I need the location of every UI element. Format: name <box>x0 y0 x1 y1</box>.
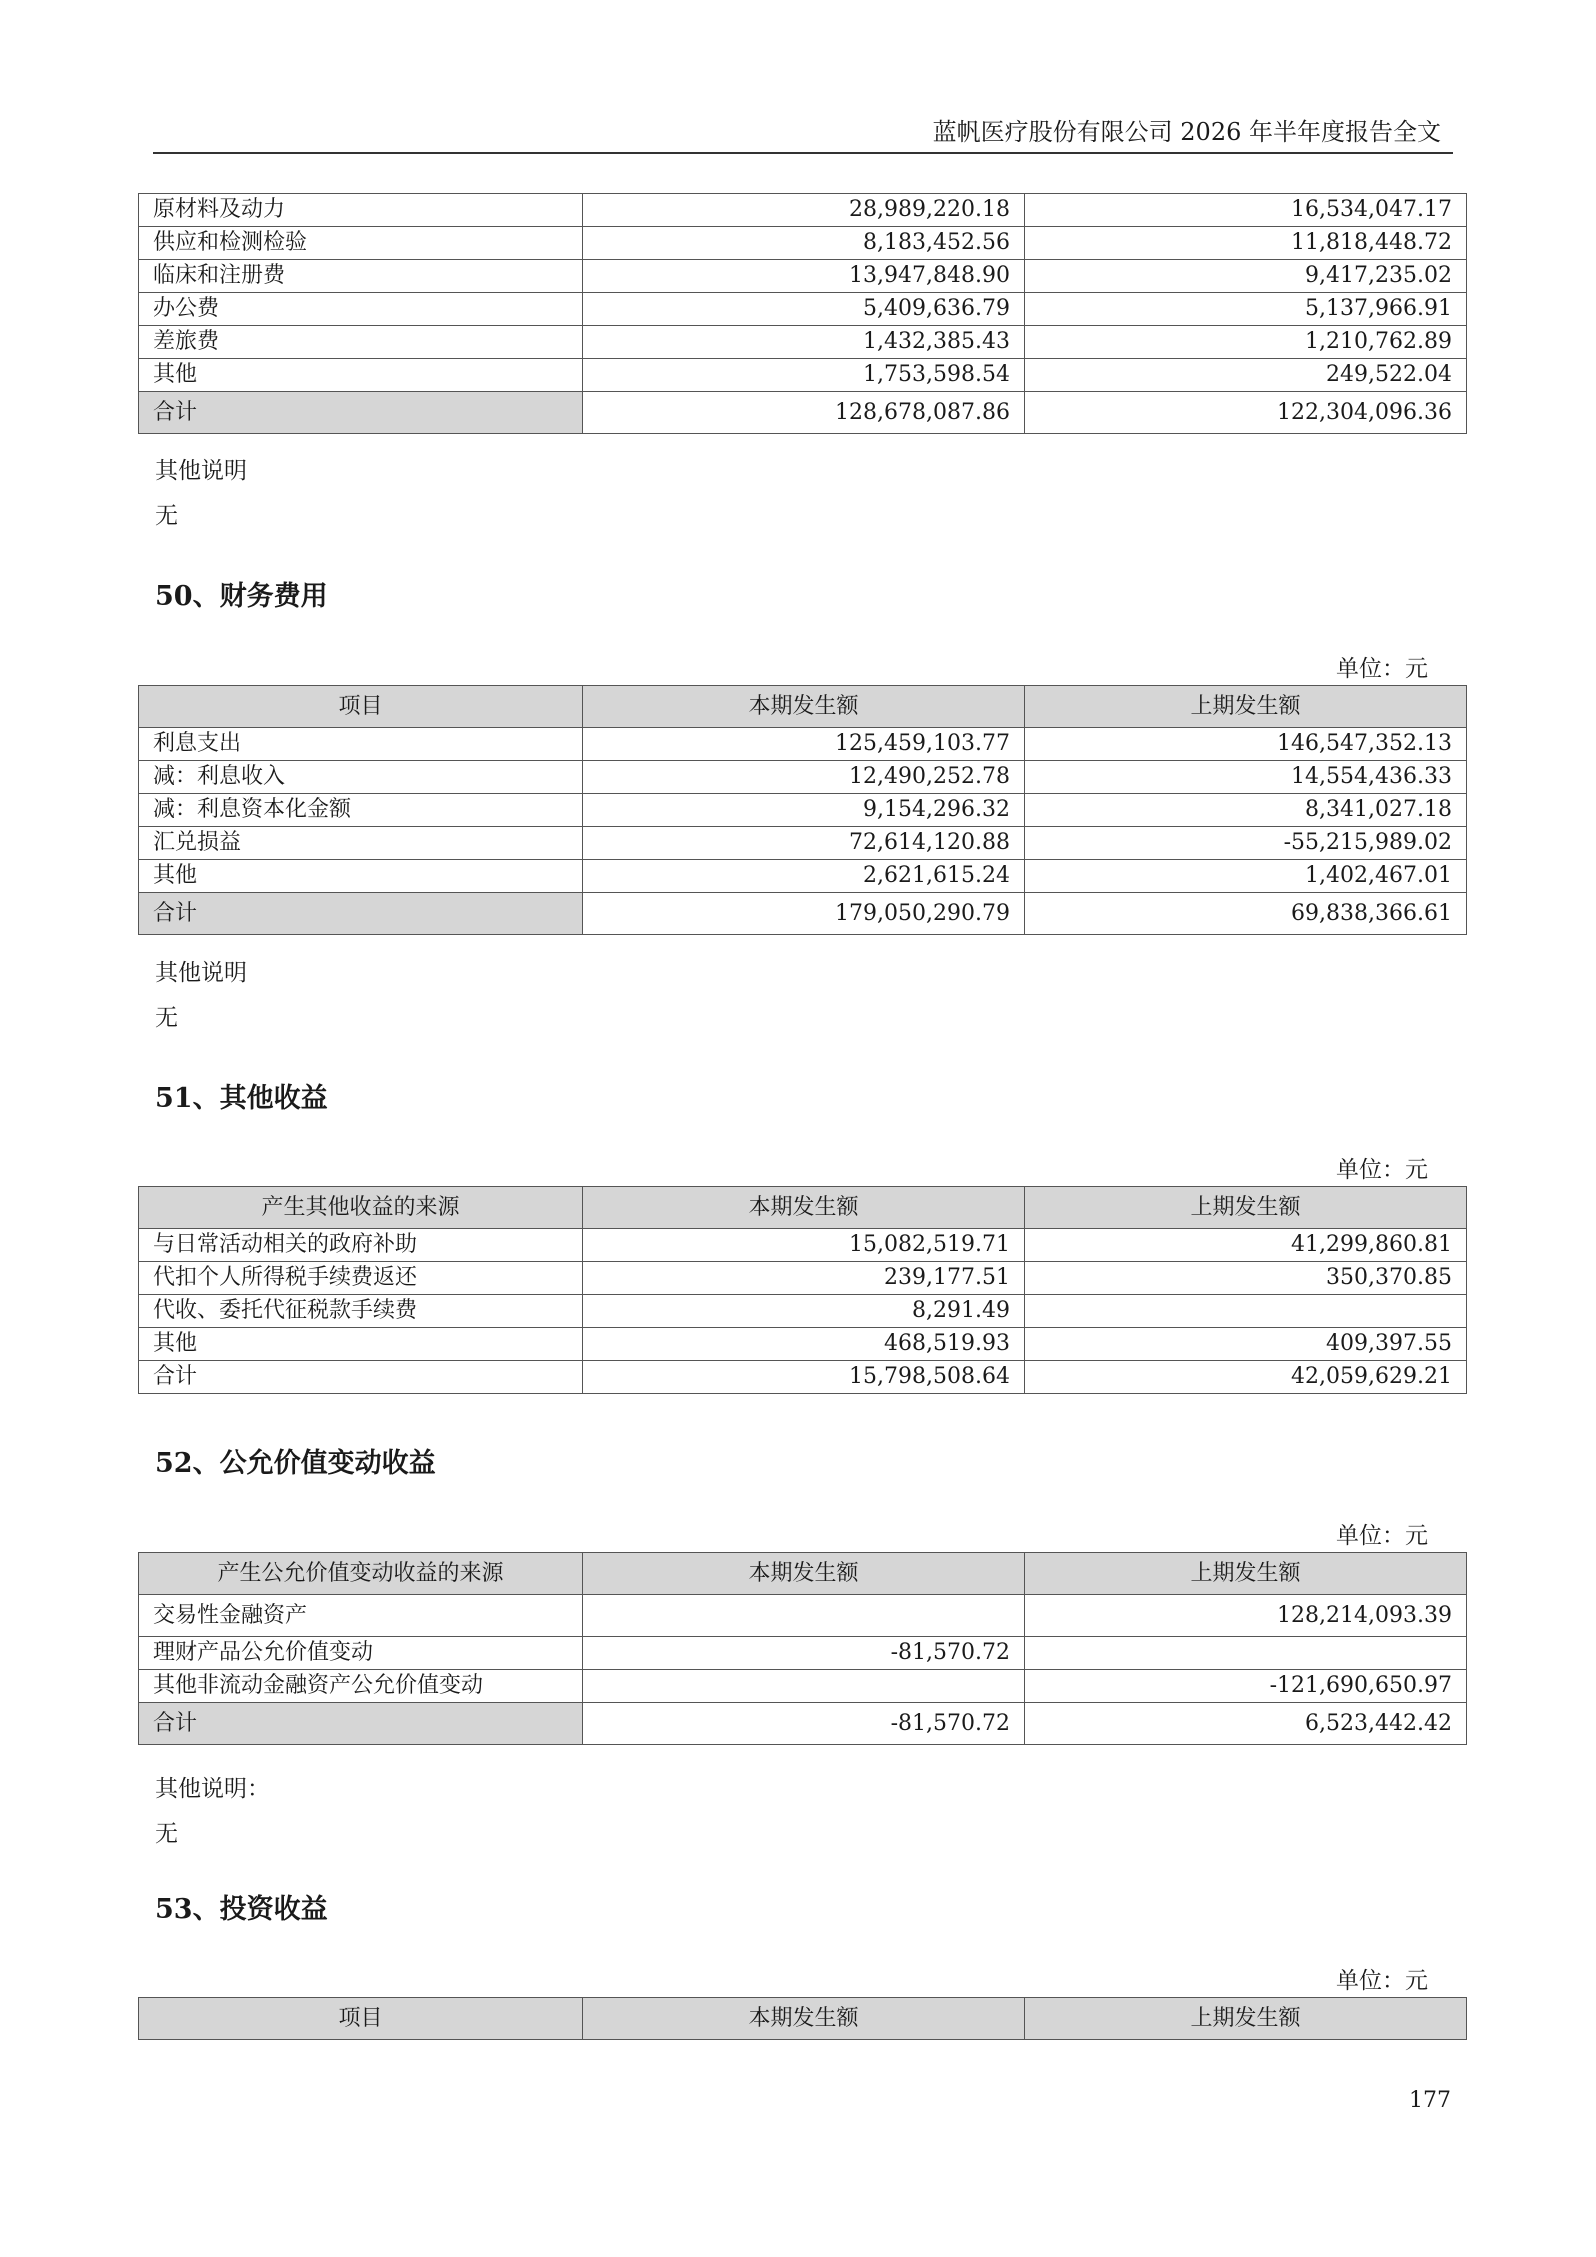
previous-amount: -121,690,650.97 <box>1025 1670 1467 1703</box>
total-row <box>139 1703 1467 1745</box>
table-row <box>139 293 1467 326</box>
row-label: 代收、委托代征税款手续费 <box>139 1295 583 1328</box>
page-number: 177 <box>1409 2088 1451 2113</box>
column-header-source: 产生其他收益的来源 <box>139 1187 583 1229</box>
row-label: 代扣个人所得税手续费返还 <box>139 1262 583 1295</box>
row-label: 其他 <box>139 860 583 893</box>
header-divider <box>153 152 1453 154</box>
current-amount: -81,570.72 <box>583 1637 1025 1670</box>
row-label: 合计 <box>139 1361 583 1394</box>
row-label: 减：利息资本化金额 <box>139 794 583 827</box>
previous-amount: 1,402,467.01 <box>1025 860 1467 893</box>
previous-amount <box>1025 1637 1467 1670</box>
column-header-item: 项目 <box>139 1998 583 2040</box>
previous-amount: 11,818,448.72 <box>1025 227 1467 260</box>
current-amount: 8,183,452.56 <box>583 227 1025 260</box>
row-label: 其他非流动金融资产公允价值变动 <box>139 1670 583 1703</box>
current-amount: 179,050,290.79 <box>583 893 1025 935</box>
table-row <box>139 1229 1467 1262</box>
row-label: 理财产品公允价值变动 <box>139 1637 583 1670</box>
current-amount: 15,798,508.64 <box>583 1361 1025 1394</box>
unit-label: 单位：元 <box>1336 1157 1428 1183</box>
row-label: 其他 <box>139 1328 583 1361</box>
current-amount: 5,409,636.79 <box>583 293 1025 326</box>
current-amount: 28,989,220.18 <box>583 194 1025 227</box>
current-amount <box>583 1595 1025 1637</box>
unit-label: 单位：元 <box>1336 1523 1428 1549</box>
table-row <box>139 194 1467 227</box>
table-row <box>139 1637 1467 1670</box>
investment-income-table <box>138 1997 1467 2040</box>
previous-amount: 16,534,047.17 <box>1025 194 1467 227</box>
current-amount: 15,082,519.71 <box>583 1229 1025 1262</box>
unit-label: 单位：元 <box>1336 1968 1428 1994</box>
table-row <box>139 794 1467 827</box>
row-label: 合计 <box>139 1703 583 1745</box>
previous-amount: 249,522.04 <box>1025 359 1467 392</box>
table-header-row <box>139 686 1467 728</box>
other-notes-label: 其他说明 <box>155 960 247 986</box>
report-header-title: 蓝帆医疗股份有限公司 2026 年半年度报告全文 <box>932 118 1441 146</box>
current-amount: 13,947,848.90 <box>583 260 1025 293</box>
row-label: 办公费 <box>139 293 583 326</box>
total-row <box>139 1361 1467 1394</box>
column-header-previous: 上期发生额 <box>1025 1998 1467 2040</box>
table-row <box>139 326 1467 359</box>
table-row <box>139 1670 1467 1703</box>
row-label: 交易性金融资产 <box>139 1595 583 1637</box>
section-heading-financial-expenses: 50、财务费用 <box>155 581 328 612</box>
previous-amount: 41,299,860.81 <box>1025 1229 1467 1262</box>
table-row <box>139 827 1467 860</box>
table-header-row <box>139 1553 1467 1595</box>
previous-amount: 42,059,629.21 <box>1025 1361 1467 1394</box>
column-header-current: 本期发生额 <box>583 686 1025 728</box>
table-row <box>139 761 1467 794</box>
previous-amount <box>1025 1295 1467 1328</box>
current-amount: 128,678,087.86 <box>583 392 1025 434</box>
previous-amount: 9,417,235.02 <box>1025 260 1467 293</box>
column-header-previous: 上期发生额 <box>1025 1553 1467 1595</box>
table-row <box>139 359 1467 392</box>
current-amount: 2,621,615.24 <box>583 860 1025 893</box>
previous-amount: 146,547,352.13 <box>1025 728 1467 761</box>
previous-amount: 128,214,093.39 <box>1025 1595 1467 1637</box>
column-header-previous: 上期发生额 <box>1025 1187 1467 1229</box>
other-notes-text: 无 <box>155 1005 178 1031</box>
row-label: 临床和注册费 <box>139 260 583 293</box>
current-amount <box>583 1670 1025 1703</box>
column-header-current: 本期发生额 <box>583 1998 1025 2040</box>
previous-amount: 8,341,027.18 <box>1025 794 1467 827</box>
row-label: 合计 <box>139 893 583 935</box>
unit-label: 单位：元 <box>1336 656 1428 682</box>
current-amount: 9,154,296.32 <box>583 794 1025 827</box>
rd-expense-table-continued <box>138 193 1467 434</box>
table-row <box>139 1595 1467 1637</box>
row-label: 供应和检测检验 <box>139 227 583 260</box>
column-header-previous: 上期发生额 <box>1025 686 1467 728</box>
row-label: 汇兑损益 <box>139 827 583 860</box>
previous-amount: 350,370.85 <box>1025 1262 1467 1295</box>
previous-amount: 409,397.55 <box>1025 1328 1467 1361</box>
section-heading-other-income: 51、其他收益 <box>155 1083 328 1114</box>
previous-amount: 122,304,096.36 <box>1025 392 1467 434</box>
column-header-item: 项目 <box>139 686 583 728</box>
table-header-row <box>139 1998 1467 2040</box>
current-amount: 468,519.93 <box>583 1328 1025 1361</box>
other-notes-label: 其他说明： <box>155 1776 270 1802</box>
table-row <box>139 728 1467 761</box>
previous-amount: 6,523,442.42 <box>1025 1703 1467 1745</box>
other-income-table <box>138 1186 1467 1394</box>
row-label: 与日常活动相关的政府补助 <box>139 1229 583 1262</box>
section-heading-fair-value-gains: 52、公允价值变动收益 <box>155 1448 436 1479</box>
current-amount: -81,570.72 <box>583 1703 1025 1745</box>
current-amount: 125,459,103.77 <box>583 728 1025 761</box>
section-heading-investment-income: 53、投资收益 <box>155 1894 328 1925</box>
previous-amount: 14,554,436.33 <box>1025 761 1467 794</box>
column-header-source: 产生公允价值变动收益的来源 <box>139 1553 583 1595</box>
fair-value-gains-table <box>138 1552 1467 1745</box>
current-amount: 1,432,385.43 <box>583 326 1025 359</box>
current-amount: 72,614,120.88 <box>583 827 1025 860</box>
table-header-row <box>139 1187 1467 1229</box>
table-row <box>139 227 1467 260</box>
previous-amount: 1,210,762.89 <box>1025 326 1467 359</box>
current-amount: 239,177.51 <box>583 1262 1025 1295</box>
previous-amount: 5,137,966.91 <box>1025 293 1467 326</box>
table-row <box>139 1295 1467 1328</box>
table-row <box>139 860 1467 893</box>
other-notes-text: 无 <box>155 1821 178 1847</box>
current-amount: 12,490,252.78 <box>583 761 1025 794</box>
table-row <box>139 1262 1467 1295</box>
previous-amount: -55,215,989.02 <box>1025 827 1467 860</box>
other-notes-label: 其他说明 <box>155 458 247 484</box>
financial-expenses-table <box>138 685 1467 935</box>
row-label: 利息支出 <box>139 728 583 761</box>
row-label: 原材料及动力 <box>139 194 583 227</box>
row-label: 其他 <box>139 359 583 392</box>
other-notes-text: 无 <box>155 503 178 529</box>
previous-amount: 69,838,366.61 <box>1025 893 1467 935</box>
table-row <box>139 260 1467 293</box>
current-amount: 8,291.49 <box>583 1295 1025 1328</box>
total-row <box>139 893 1467 935</box>
row-label: 差旅费 <box>139 326 583 359</box>
row-label: 减：利息收入 <box>139 761 583 794</box>
total-row <box>139 392 1467 434</box>
column-header-current: 本期发生额 <box>583 1187 1025 1229</box>
column-header-current: 本期发生额 <box>583 1553 1025 1595</box>
row-label: 合计 <box>139 392 583 434</box>
table-row <box>139 1328 1467 1361</box>
current-amount: 1,753,598.54 <box>583 359 1025 392</box>
